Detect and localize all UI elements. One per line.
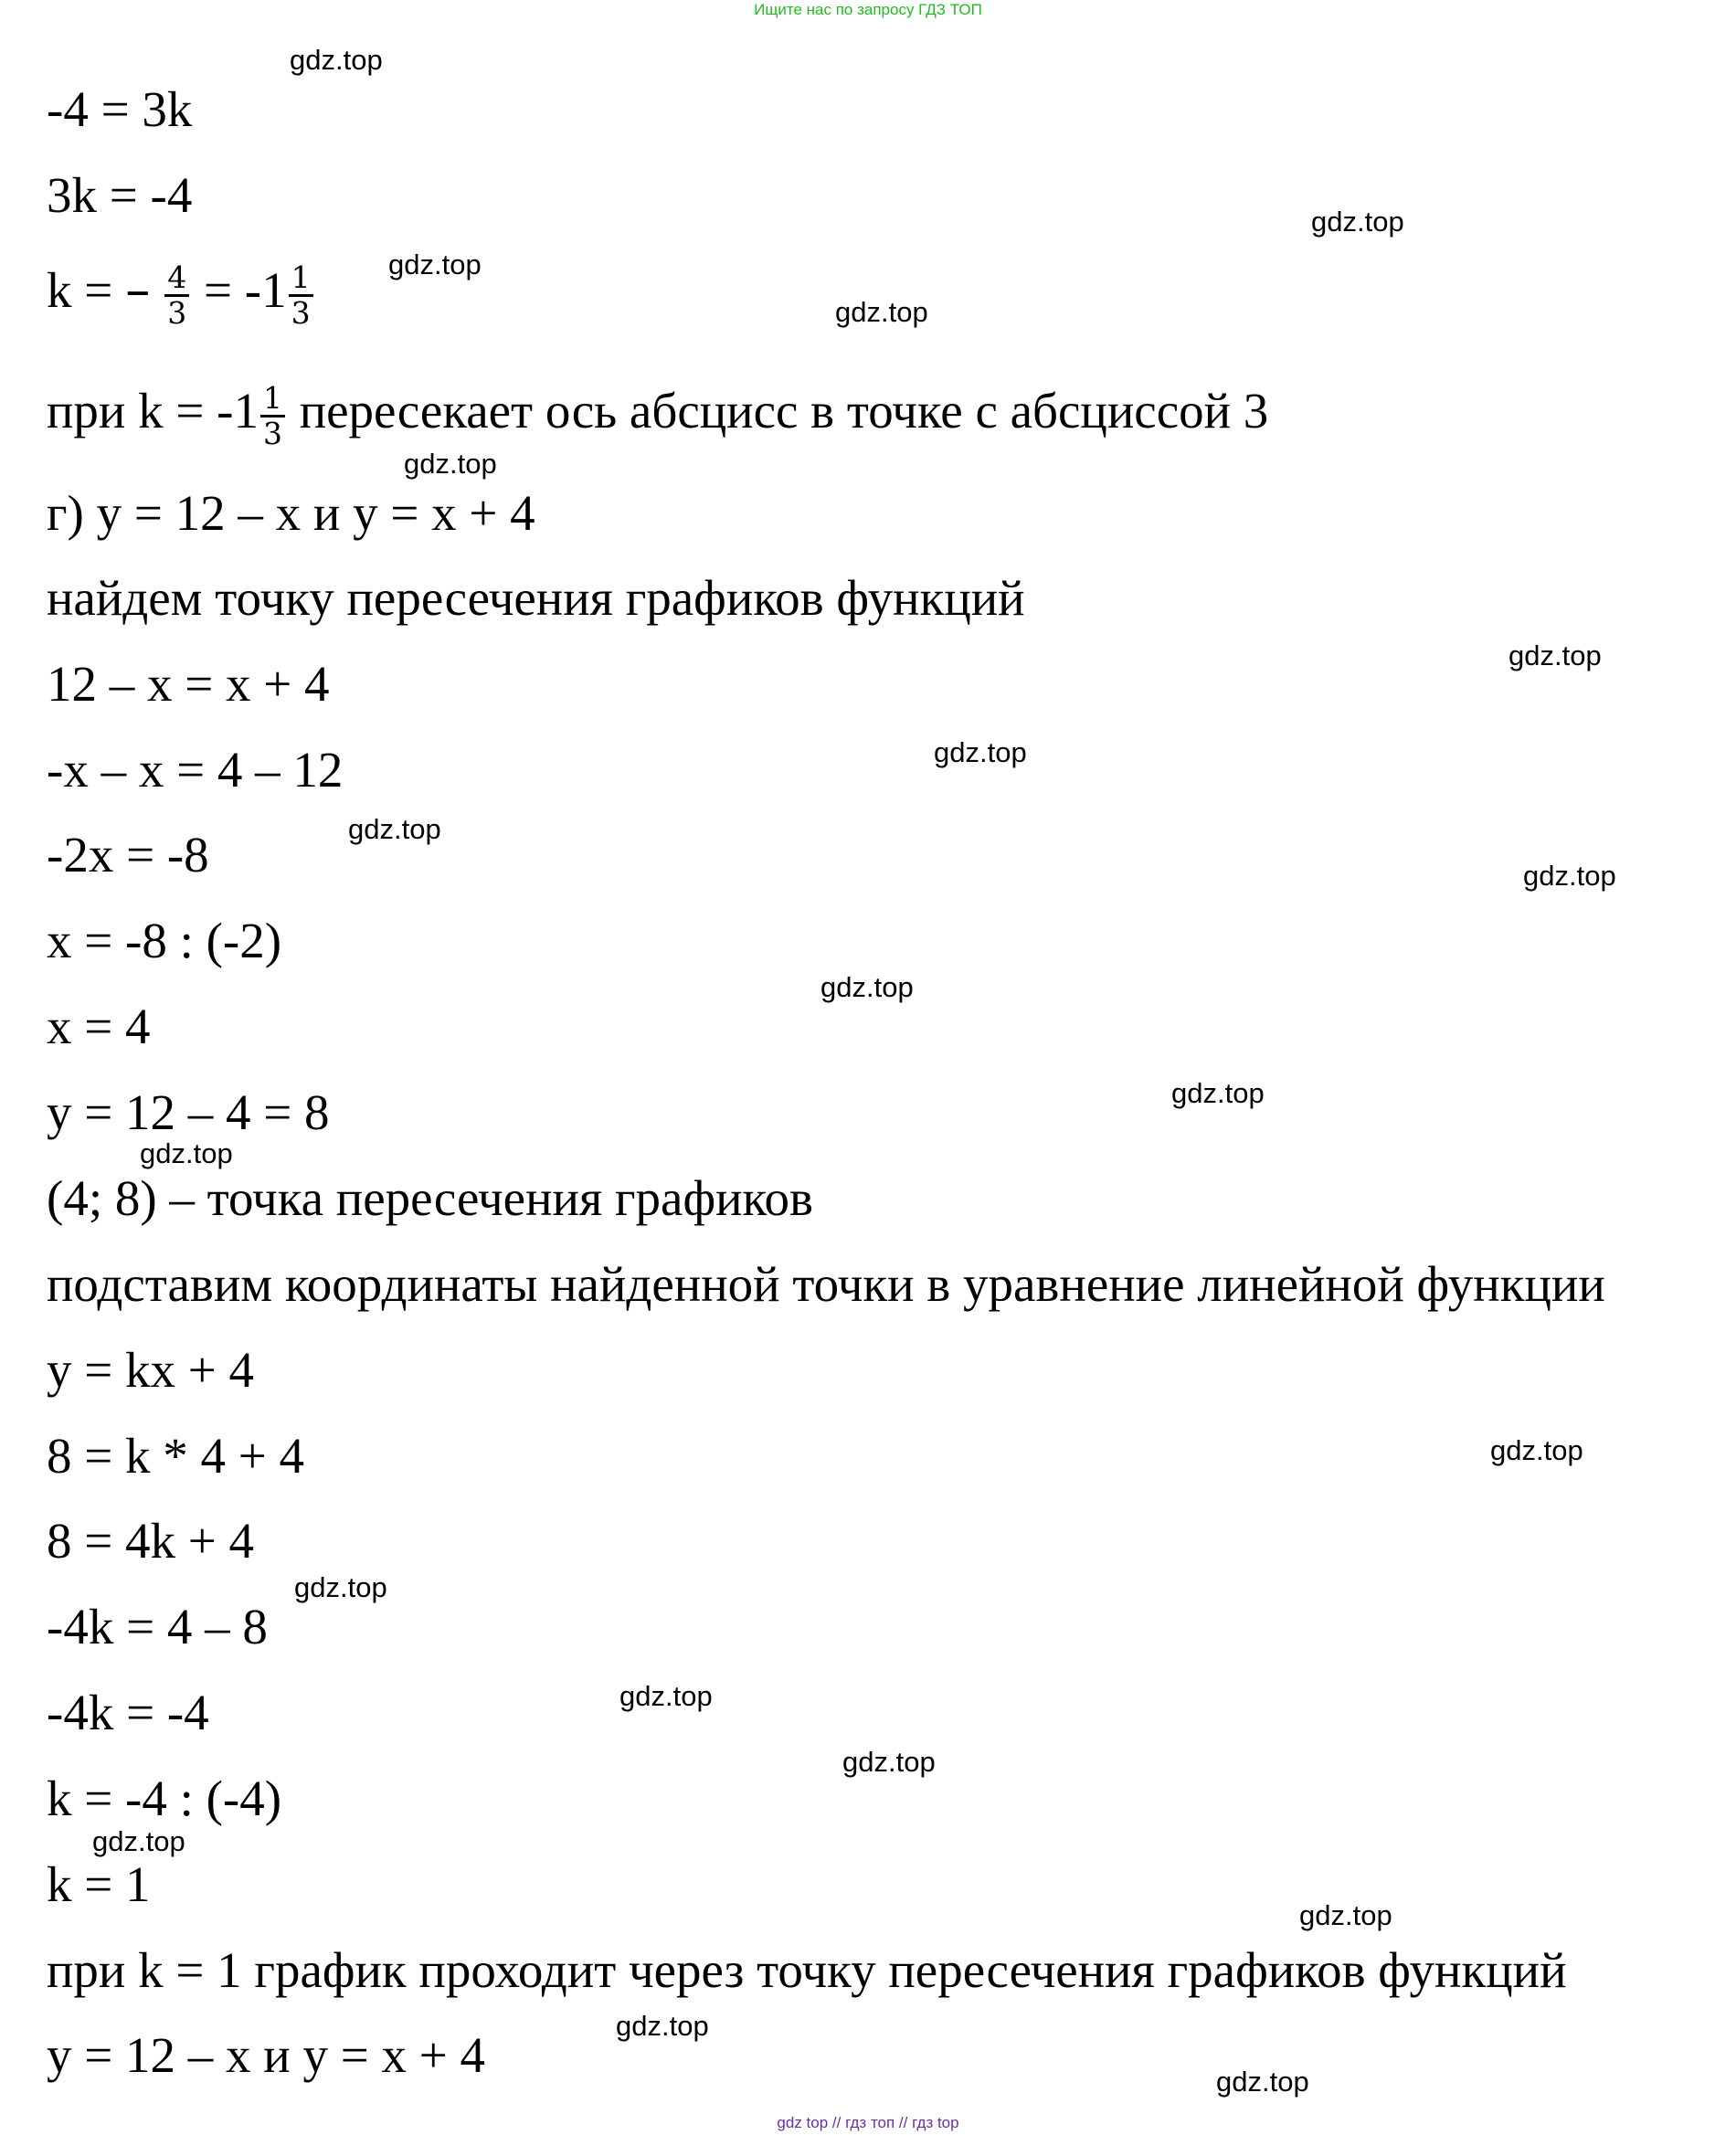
math-line: подставим координаты найденной точки в уравнение линейной функции	[47, 1256, 1605, 1312]
watermark: gdz.top	[616, 2010, 709, 2042]
math-line: -4k = 4 – 8	[47, 1599, 268, 1654]
math-line: y = kx + 4	[47, 1342, 255, 1398]
watermark: gdz.top	[290, 44, 383, 76]
bottom-banner[interactable]: gdz top // гдз топ // гдз top	[777, 2114, 959, 2131]
math-line-fraction	[47, 260, 315, 330]
watermark: gdz.top	[619, 1680, 713, 1712]
watermark: gdz.top	[934, 736, 1027, 768]
denominator: 3	[291, 294, 311, 331]
math-line: x = 4	[47, 999, 151, 1054]
math-line: -x – x = 4 – 12	[47, 742, 344, 798]
watermark: gdz.top	[140, 1137, 233, 1169]
minus-sign: –	[125, 260, 151, 319]
watermark: gdz.top	[842, 1746, 936, 1778]
watermark: gdz.top	[1523, 860, 1616, 892]
math-line: г) y = 12 – x и y = x + 4	[47, 485, 535, 541]
math-line: -4k = -4	[47, 1685, 209, 1740]
math-line: при k = 1 график проходит через точку пересечения графиков функций	[47, 1942, 1567, 1998]
math-line: найдем точку пересечения графиков функций	[47, 570, 1025, 626]
watermark: gdz.top	[1171, 1077, 1265, 1109]
numerator: 1	[260, 382, 285, 417]
math-line: -4 = 3k	[47, 81, 193, 137]
fraction	[260, 382, 285, 450]
math-line: -2x = -8	[47, 827, 209, 883]
math-line: x = -8 : (-2)	[47, 913, 282, 968]
numerator: 1	[289, 261, 313, 297]
fraction	[164, 261, 189, 330]
fraction	[289, 261, 313, 330]
math-line: (4; 8) – точка пересечения графиков	[47, 1170, 813, 1226]
text: при k = -1	[47, 383, 259, 439]
math-line: 3k = -4	[47, 167, 193, 223]
top-banner[interactable]: Ищите нас по запросу ГДЗ ТОП	[754, 1, 982, 18]
math-line: 12 – x = x + 4	[47, 656, 330, 712]
math-line: k = -4 : (-4)	[47, 1770, 282, 1826]
watermark: gdz.top	[92, 1825, 185, 1857]
watermark: gdz.top	[1299, 1899, 1392, 1931]
watermark: gdz.top	[404, 448, 497, 480]
numerator: 4	[164, 261, 189, 297]
text: k =	[47, 262, 126, 318]
math-line: k = 1	[47, 1856, 151, 1912]
watermark: gdz.top	[294, 1571, 387, 1603]
math-line: y = 12 – x и y = x + 4	[47, 2027, 485, 2083]
watermark: gdz.top	[1490, 1434, 1583, 1466]
watermark: gdz.top	[1216, 2066, 1309, 2098]
math-line: y = 12 – 4 = 8	[47, 1084, 330, 1140]
denominator: 3	[167, 294, 187, 331]
text: = -1	[191, 262, 287, 318]
math-line: 8 = k * 4 + 4	[47, 1428, 305, 1484]
watermark: gdz.top	[388, 248, 482, 280]
watermark: gdz.top	[1508, 639, 1602, 671]
watermark: gdz.top	[348, 813, 441, 845]
watermark: gdz.top	[820, 971, 914, 1003]
math-line: 8 = 4k + 4	[47, 1513, 255, 1569]
watermark: gdz.top	[1311, 206, 1404, 238]
text: пересекает ось абсцисс в точке с абсциссой 3	[286, 383, 1269, 439]
denominator: 3	[262, 416, 282, 451]
math-line-fraction	[47, 382, 1268, 450]
watermark: gdz.top	[835, 296, 928, 328]
